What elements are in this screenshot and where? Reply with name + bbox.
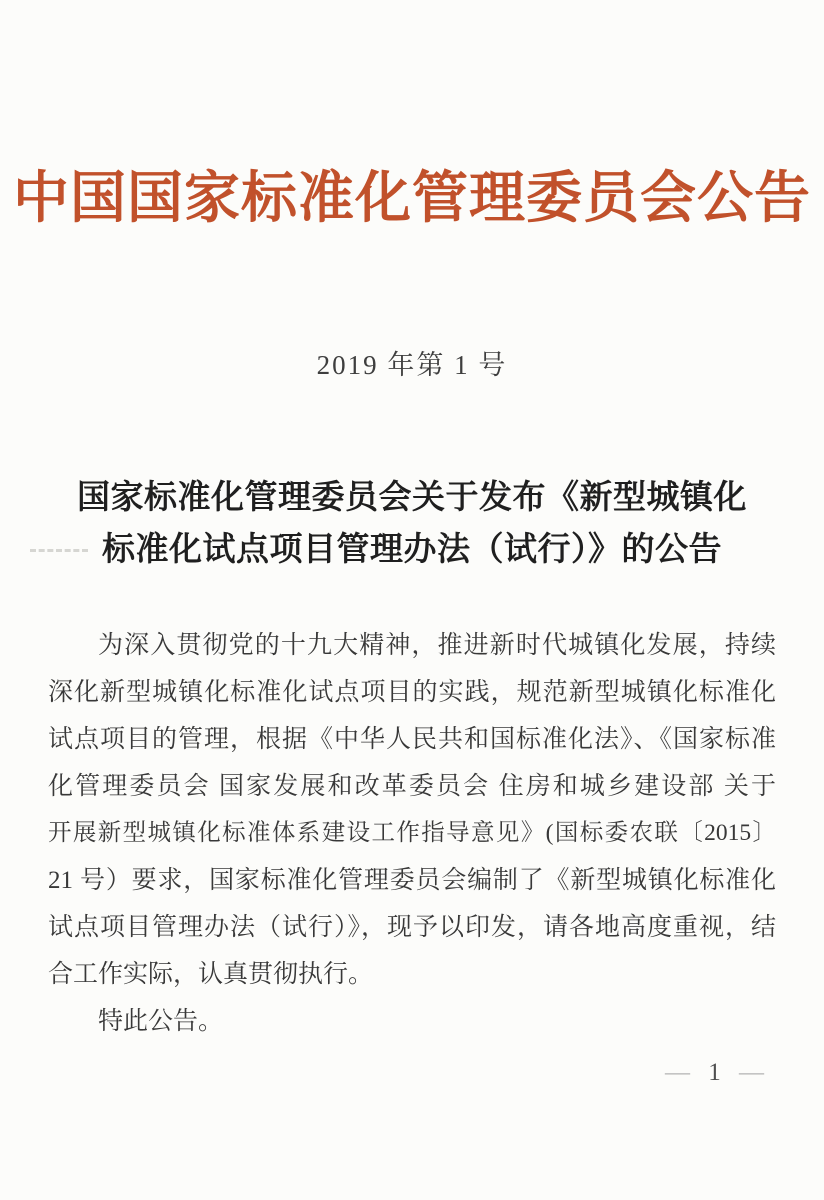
issue-number: 2019 年第 1 号: [316, 350, 508, 380]
heading-line-2: 标准化试点项目管理办法（试行）》的公告: [102, 532, 722, 568]
page-number-dash-right: —: [739, 1059, 764, 1086]
announcement-title: 中国国家标准化管理委员会公告: [13, 168, 811, 230]
body-line: 21 号）要求，国家标准化管理委员会编制了《新型城镇化标准化: [48, 867, 776, 894]
body-line: 化管理委员会 国家发展和改革委员会 住房和城乡建设部 关于: [48, 773, 776, 800]
body-line: 为深入贯彻党的十九大精神，推进新时代城镇化发展，持续: [98, 632, 776, 659]
page-number-value: 1: [708, 1059, 721, 1086]
scan-artifact-dashes: [30, 549, 88, 552]
announcement-heading: [0, 472, 824, 576]
body-line: 合工作实际，认真贯彻执行。: [48, 961, 374, 988]
body-line: 试点项目的管理，根据《中华人民共和国标准化法》、《国家标准: [48, 726, 776, 753]
heading-line-1: 国家标准化管理委员会关于发布《新型城镇化: [77, 480, 747, 516]
page-number-dash-left: —: [665, 1059, 690, 1086]
body-line: 试点项目管理办法（试行）》，现予以印发，请各地高度重视，结: [48, 914, 776, 941]
announcement-body: [48, 622, 776, 1045]
body-line: 开展新型城镇化标准体系建设工作指导意见》(国标委农联〔2015〕: [48, 820, 776, 846]
closing-line: 特此公告。: [98, 1008, 224, 1035]
page-number: [665, 1057, 764, 1089]
body-line: 深化新型城镇化标准化试点项目的实践，规范新型城镇化标准化: [48, 679, 776, 706]
